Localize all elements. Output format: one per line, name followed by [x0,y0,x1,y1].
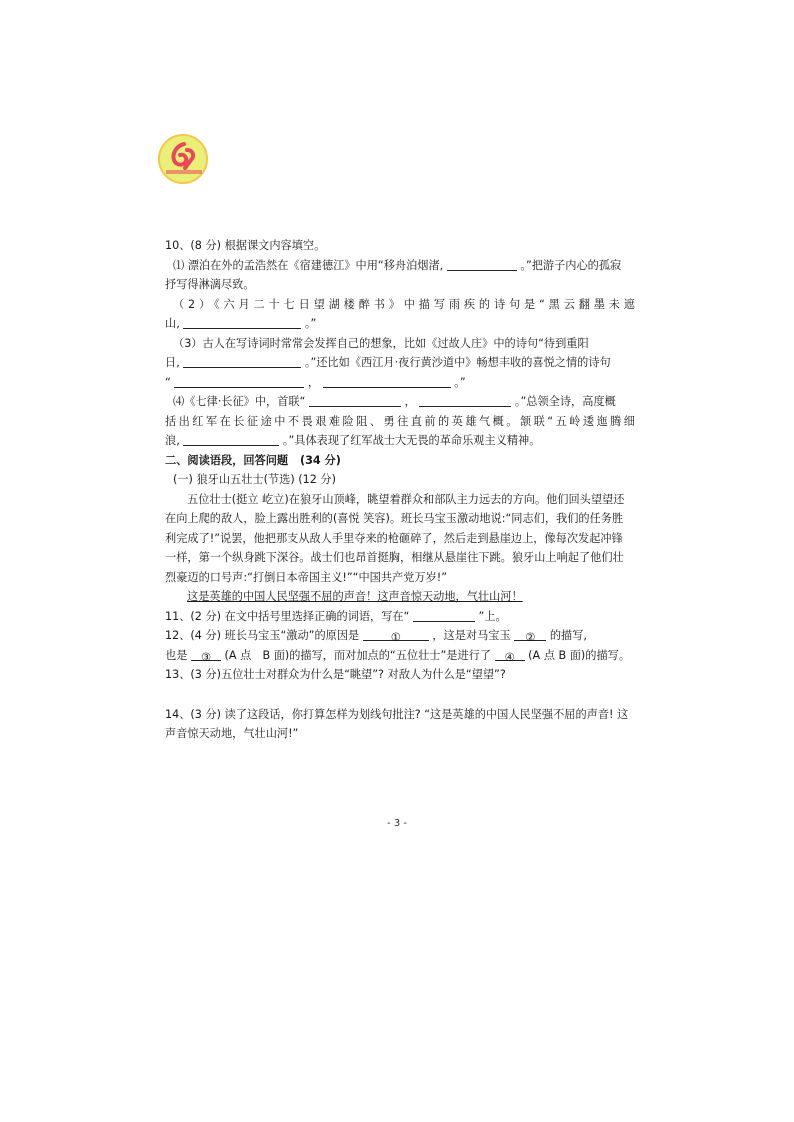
answer-blank-3[interactable]: ③ [191,648,221,661]
underlined-sentence: 这是英雄的中国人民坚强不屈的声音！这声音惊天动地，气壮山河！ [187,590,523,603]
answer-blank-2[interactable]: ② [514,628,546,641]
worksheet-content [165,236,635,744]
answer-blank-4[interactable]: ④ [495,648,525,661]
answer-blank-1[interactable]: ① [363,628,429,641]
passage-line-5: 烈豪迈的口号声:“打倒日本帝国主义!”“中国共产党万岁!” [165,570,448,584]
q14-cont: 声音惊天动地，气壮山河!” [165,727,299,740]
answer-blank[interactable] [419,394,511,407]
q10-part2: （2）《六月二十七日望湖楼醉书》中描写雨疾的诗句是“黑云翻墨未遮 [173,297,635,311]
page-number: - 3 - [387,818,407,829]
answer-blank[interactable] [309,394,401,407]
q10-part4-cont: 括出红军在长征途中不畏艰难险阻、勇往直前的英雄气概。颔联“五岭逶迤腾细 [165,414,635,428]
q10-part2-cont: 山, 。” [165,317,317,330]
q10-part4: ⑷《七律·长征》中，首联“ ， 。”总领全诗，高度概 [173,395,616,408]
q10-part3-cont: 日, 。”还比如《西江月·夜行黄沙道中》畅想丰收的喜悦之情的诗句 [165,356,611,369]
q12-cont: 也是 ③ (A 点 B 面)的描写，而对加点的“五位壮士”是进行了 ④ (A 点 B 面)的描写。 [165,648,631,664]
answer-blank[interactable] [323,375,451,388]
passage-line-3: 利完成了!”说罢，他把那支从敌人手里夺来的枪砸碎了，然后走到悬崖边上，像每次发起冲锋 [165,531,623,545]
q10-part3: （3）古人在写诗词时常常会发挥自己的想象，比如《过故人庄》中的诗句“待到重阳 [173,336,589,350]
q10-part1-cont: 抒写得淋漓尽致。 [165,278,255,291]
answer-blank[interactable] [183,355,301,368]
section-2-title: 二、阅读语段，回答问题 (34 分) [165,453,341,467]
q11: 11、(2 分) 在文中括号里选择正确的词语，写在“ ”上。 [165,609,507,623]
answer-blank[interactable] [183,316,301,329]
answer-blank[interactable] [183,433,279,446]
q14: 14、(3 分) 读了这段话，你打算怎样为划线句批注? “这是英雄的中国人民坚强不屈的声音! 这 [165,707,629,721]
q13: 13、(3 分)五位壮士对群众为什么是“眺望”? 对敌人为什么是“望望”? [165,668,506,681]
passage-line-4: 一样，第一个纵身跳下深谷。战士们也昂首挺胸，相继从悬崖往下跳。狼牙山上响起了他们壮 [165,551,624,564]
publisher-logo-icon [158,134,208,184]
q10-part1: ⑴ 漂泊在外的孟浩然在《宿建德江》中用“移舟泊烟渚, 。”把游子内心的孤寂 [173,258,622,272]
q10-heading: 10、(8 分) 根据课文内容填空。 [165,239,326,252]
answer-space[interactable] [165,685,635,705]
answer-blank[interactable] [447,258,517,271]
answer-blank[interactable] [174,375,304,388]
q10-part4-cont2: 浪, 。”具体表现了红军战士大无畏的革命乐观主义精神。 [165,434,541,447]
q12: 12、(4 分) 班长马宝玉“激动”的原因是 ① ，这是对马宝玉 ② 的描写, [165,629,587,644]
section-2-subtitle: (一) 狼牙山五壮士(节选) (12 分) [173,473,336,486]
q10-part3-cont2: “ ， 。” [165,375,466,389]
passage-line-1: 五位壮士(挺立 屹立)在狼牙山顶峰，眺望着群众和部队主力远去的方向。他们回头望望还 [187,492,625,506]
passage-line-2: 在向上爬的敌人，脸上露出胜利的(喜悦 笑容)。班长马宝玉激动地说:“同志们，我们的任务胜 [165,512,624,525]
answer-blank[interactable] [413,609,475,622]
